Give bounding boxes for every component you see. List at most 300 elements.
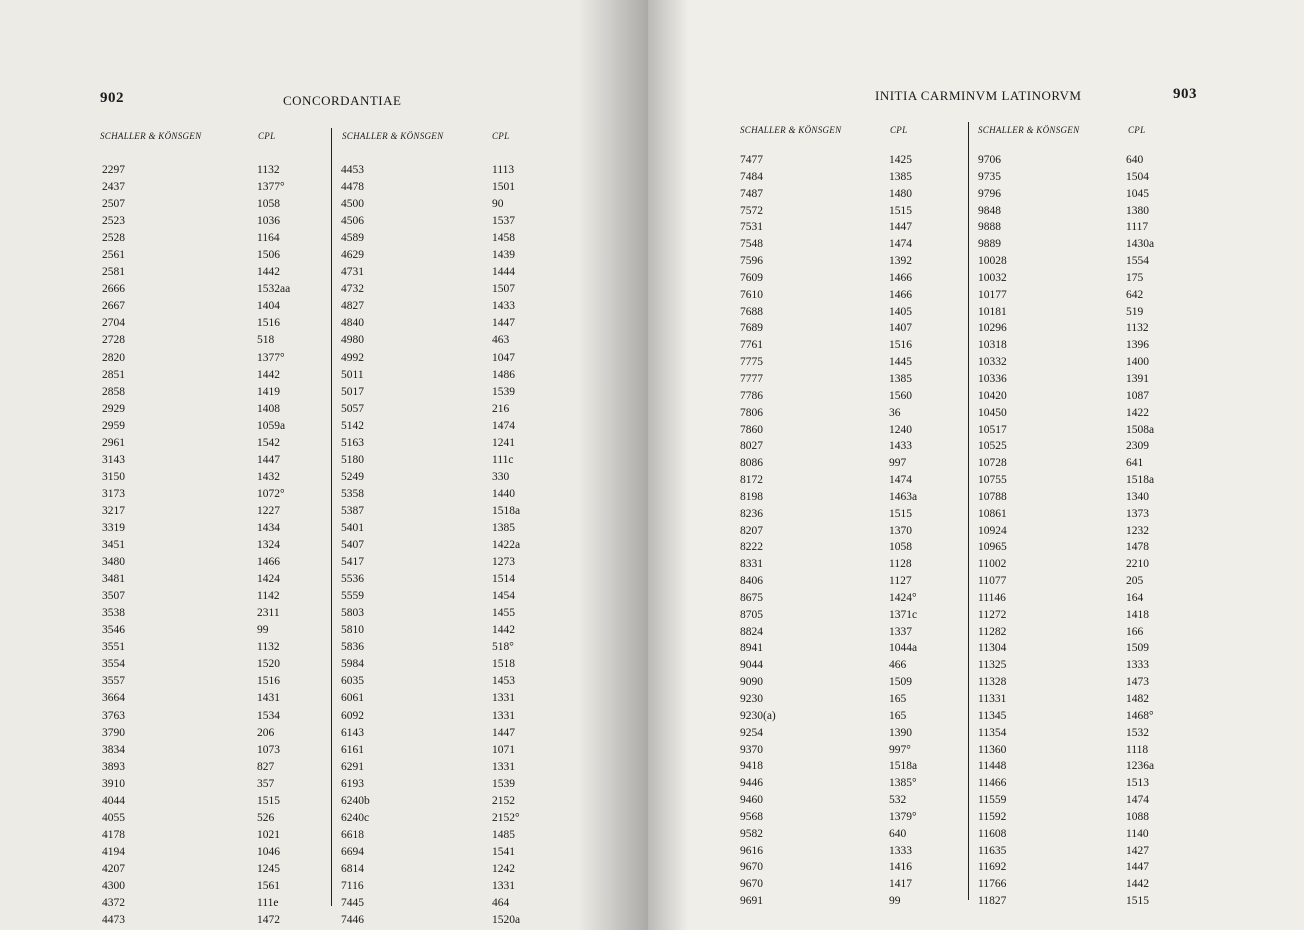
table-cell: 4840	[341, 317, 364, 330]
table-cell: 8941	[740, 642, 763, 655]
table-cell: 4589	[341, 232, 364, 245]
table-cell: 1516	[257, 317, 280, 330]
table-cell: 1071	[492, 743, 515, 756]
table-cell: 4300	[102, 879, 125, 892]
table-cell: 1377°	[257, 181, 285, 194]
table-cell: 10336	[978, 372, 1007, 385]
table-cell: 11282	[978, 625, 1007, 638]
table-cell: 6240b	[341, 794, 370, 807]
table-cell: 3480	[102, 556, 125, 569]
table-cell: 1058	[257, 198, 280, 211]
table-cell: 1142	[257, 590, 280, 603]
table-cell: 9090	[740, 676, 763, 689]
table-cell: 1453	[492, 675, 515, 688]
table-cell: 1088	[1126, 810, 1149, 823]
table-cell: 1501	[492, 181, 515, 194]
left-running-head: CONCORDANTIAE	[283, 93, 402, 108]
table-cell: 9044	[740, 659, 763, 672]
table-cell: 1472	[257, 914, 280, 927]
table-cell: 1442	[492, 624, 515, 637]
table-cell: 2959	[102, 419, 125, 432]
table-cell: 7116	[341, 879, 364, 892]
table-cell: 1419	[257, 385, 280, 398]
table-cell: 6814	[341, 862, 364, 875]
table-cell: 1518a	[1126, 474, 1155, 487]
table-cell: 2152	[492, 794, 515, 807]
table-cell: 1371c	[889, 608, 918, 621]
table-cell: 2507	[102, 198, 125, 211]
table-cell: 3554	[102, 658, 125, 671]
table-cell: 1485	[492, 828, 515, 841]
table-cell: 1433	[492, 300, 515, 313]
table-cell: 5401	[341, 521, 364, 534]
table-cell: 1417	[889, 878, 912, 891]
table-cell: 1509	[1126, 642, 1149, 655]
table-cell: 8331	[740, 558, 763, 571]
table-cell: 4992	[341, 351, 364, 364]
table-cell: 3893	[102, 760, 125, 773]
table-cell: 9735	[978, 170, 1001, 183]
table-cell: 7806	[740, 406, 763, 419]
table-cell: 10420	[978, 389, 1007, 402]
table-cell: 2961	[102, 436, 125, 449]
table-cell: 7860	[740, 423, 763, 436]
table-cell: 4055	[102, 811, 125, 824]
table-cell: 11331	[978, 693, 1007, 705]
table-cell: 1520a	[492, 914, 521, 927]
table-cell: 99	[257, 624, 269, 637]
table-cell: 1416	[889, 861, 912, 874]
table-cell: 11345	[978, 709, 1007, 722]
table-cell: 1072°	[257, 487, 285, 500]
table-cell: 2851	[102, 368, 125, 381]
table-cell: 1433	[889, 440, 912, 453]
table-cell: 10318	[978, 339, 1007, 352]
table-cell: 1466	[889, 271, 912, 284]
table-cell: 1333	[1126, 659, 1149, 672]
table-cell: 6618	[341, 828, 364, 841]
table-cell: 1455	[492, 607, 515, 620]
table-cell: 1447	[492, 317, 515, 330]
table-cell: 1240	[889, 423, 912, 436]
table-cell: 5142	[341, 419, 364, 432]
table-cell: 10332	[978, 356, 1007, 369]
table-cell: 11325	[978, 659, 1007, 672]
table-cell: 2666	[102, 283, 125, 296]
table-cell: 11360	[978, 743, 1007, 756]
right-col-sk-2	[978, 152, 1007, 910]
table-cell: 4473	[102, 914, 125, 927]
table-cell: 1132	[257, 164, 280, 176]
left-header-cpl-2: CPL	[492, 131, 510, 141]
table-cell: 11448	[978, 760, 1007, 773]
table-cell: 1132	[257, 641, 280, 654]
table-cell: 3551	[102, 641, 125, 654]
table-cell: 4178	[102, 828, 125, 841]
table-cell: 8027	[740, 440, 763, 453]
table-cell: 1518a	[889, 760, 918, 773]
table-cell: 2581	[102, 266, 125, 279]
gutter-shadow-left	[578, 0, 648, 930]
table-cell: 827	[257, 760, 275, 773]
table-cell: 11328	[978, 676, 1007, 689]
table-cell: 1400	[1126, 356, 1149, 369]
table-cell: 2820	[102, 351, 125, 364]
table-cell: 8086	[740, 457, 763, 470]
table-cell: 330	[492, 470, 510, 483]
table-cell: 9446	[740, 777, 763, 790]
right-col-cpl-2	[1126, 152, 1154, 910]
table-cell: 2528	[102, 232, 125, 245]
table-cell: 2929	[102, 402, 125, 415]
table-cell: 9889	[978, 238, 1001, 251]
right-header-sk-1: SCHALLER & KÖNSGEN	[740, 125, 842, 135]
table-cell: 11692	[978, 861, 1007, 874]
table-cell: 4207	[102, 862, 125, 875]
left-col-sk-2	[341, 162, 370, 929]
table-cell: 9254	[740, 726, 763, 739]
table-cell: 2152°	[492, 811, 520, 824]
table-cell: 9230	[740, 693, 763, 705]
table-cell: 11592	[978, 810, 1007, 823]
table-cell: 8824	[740, 625, 763, 638]
table-cell: 10924	[978, 524, 1007, 537]
table-cell: 5249	[341, 470, 364, 483]
table-cell: 1474	[492, 419, 515, 432]
table-cell: 2523	[102, 215, 125, 228]
table-cell: 10450	[978, 406, 1007, 419]
table-cell: 11146	[978, 591, 1006, 604]
table-cell: 166	[1126, 625, 1144, 638]
table-cell: 205	[1126, 575, 1144, 588]
table-cell: 2311	[257, 607, 280, 620]
table-cell: 10177	[978, 288, 1007, 301]
table-cell: 5407	[341, 539, 364, 552]
table-cell: 7610	[740, 288, 763, 301]
table-cell: 1036	[257, 215, 280, 228]
table-cell: 10525	[978, 440, 1007, 453]
table-cell: 5984	[341, 658, 364, 671]
table-cell: 7775	[740, 356, 763, 369]
table-cell: 5180	[341, 453, 364, 466]
table-cell: 4453	[341, 164, 364, 176]
table-cell: 7786	[740, 389, 763, 402]
table-cell: 9670	[740, 878, 763, 891]
table-cell: 1514	[492, 573, 515, 586]
table-cell: 1445	[889, 356, 912, 369]
table-cell: 11827	[978, 895, 1007, 908]
table-cell: 3557	[102, 675, 125, 688]
table-cell: 3763	[102, 709, 125, 722]
table-cell: 11635	[978, 844, 1007, 857]
left-column-divider	[331, 128, 332, 906]
table-cell: 11304	[978, 642, 1007, 655]
table-cell: 1447	[1126, 861, 1149, 874]
table-cell: 1422a	[492, 539, 521, 552]
right-header-sk-2: SCHALLER & KÖNSGEN	[978, 125, 1080, 135]
right-col-sk-1	[740, 152, 776, 910]
table-cell: 4500	[341, 198, 364, 211]
table-cell: 1442	[257, 266, 280, 279]
table-cell: 997	[889, 457, 907, 470]
table-cell: 1117	[1126, 221, 1149, 234]
table-cell: 1424	[257, 573, 280, 586]
table-cell: 1468°	[1126, 709, 1154, 722]
table-cell: 1059a	[257, 419, 286, 432]
table-cell: 5417	[341, 556, 364, 569]
table-cell: 10028	[978, 255, 1007, 268]
table-cell: 3319	[102, 521, 125, 534]
table-cell: 1408	[257, 402, 280, 415]
table-cell: 1047	[492, 351, 515, 364]
table-cell: 1385	[492, 521, 515, 534]
table-cell: 6161	[341, 743, 364, 756]
table-cell: 1474	[889, 474, 912, 487]
table-cell: 1140	[1126, 827, 1149, 840]
table-cell: 1427	[1126, 844, 1149, 857]
table-cell: 1404	[257, 300, 280, 313]
table-cell: 9568	[740, 810, 763, 823]
table-cell: 997°	[889, 743, 911, 756]
table-cell: 1418	[1126, 608, 1149, 621]
table-cell: 1516	[257, 675, 280, 688]
table-cell: 11608	[978, 827, 1007, 840]
table-cell: 1407	[889, 322, 912, 335]
table-cell: 1087	[1126, 389, 1149, 402]
table-cell: 7445	[341, 897, 364, 910]
table-cell: 1242	[492, 862, 515, 875]
table-cell: 8198	[740, 490, 763, 503]
table-cell: 8207	[740, 524, 763, 537]
table-cell: 1045	[1126, 187, 1149, 200]
table-cell: 1515	[1126, 895, 1149, 908]
table-cell: 1466	[257, 556, 280, 569]
right-col-cpl-1	[889, 152, 917, 910]
table-cell: 1474	[1126, 794, 1149, 807]
table-cell: 9888	[978, 221, 1001, 234]
table-cell: 1447	[889, 221, 912, 234]
table-cell: 1434	[257, 521, 280, 534]
table-cell: 9582	[740, 827, 763, 840]
gutter-shadow-right	[648, 0, 688, 930]
table-cell: 8705	[740, 608, 763, 621]
table-cell: 5387	[341, 504, 364, 517]
table-cell: 7487	[740, 187, 763, 200]
table-cell: 2858	[102, 385, 125, 398]
table-cell: 2210	[1126, 558, 1149, 571]
table-cell: 1164	[257, 232, 280, 245]
left-header-sk-1: SCHALLER & KÖNSGEN	[100, 131, 202, 141]
table-cell: 1385°	[889, 777, 917, 790]
table-cell: 3538	[102, 607, 125, 620]
table-cell: 165	[889, 709, 907, 722]
table-cell: 1132	[1126, 322, 1149, 335]
table-cell: 519	[1126, 305, 1144, 318]
table-cell: 9616	[740, 844, 763, 857]
table-cell: 1113	[492, 164, 515, 176]
table-cell: 4506	[341, 215, 364, 228]
table-cell: 2297	[102, 164, 125, 176]
table-cell: 1520	[257, 658, 280, 671]
table-cell: 1236a	[1126, 760, 1155, 773]
table-cell: 3546	[102, 624, 125, 637]
table-cell: 9706	[978, 154, 1001, 166]
table-cell: 5559	[341, 590, 364, 603]
table-cell: 7548	[740, 238, 763, 251]
table-cell: 7609	[740, 271, 763, 284]
table-cell: 6061	[341, 692, 364, 705]
table-cell: 5836	[341, 641, 364, 654]
table-cell: 1430a	[1126, 238, 1155, 251]
table-cell: 464	[492, 897, 510, 910]
table-cell: 11766	[978, 878, 1007, 891]
table-cell: 5810	[341, 624, 364, 637]
table-cell: 1232	[1126, 524, 1149, 537]
table-cell: 4478	[341, 181, 364, 194]
table-cell: 1324	[257, 539, 280, 552]
table-cell: 640	[889, 827, 907, 840]
table-cell: 1480	[889, 187, 912, 200]
table-cell: 1515	[257, 794, 280, 807]
table-cell: 6240c	[341, 811, 370, 824]
table-cell: 6035	[341, 675, 364, 688]
table-cell: 1473	[1126, 676, 1149, 689]
table-cell: 11466	[978, 777, 1007, 790]
table-cell: 1466	[889, 288, 912, 301]
table-cell: 1537	[492, 215, 515, 228]
table-cell: 1518	[492, 658, 515, 671]
table-cell: 1458	[492, 232, 515, 245]
table-cell: 11002	[978, 558, 1007, 571]
table-cell: 1273	[492, 556, 515, 569]
table-cell: 532	[889, 794, 907, 807]
table-cell: 1482	[1126, 693, 1149, 705]
left-header-cpl-1: CPL	[258, 131, 276, 141]
table-cell: 9670	[740, 861, 763, 874]
right-page-number: 903	[1173, 86, 1197, 102]
table-cell: 10728	[978, 457, 1007, 470]
table-cell: 8172	[740, 474, 763, 487]
table-cell: 3910	[102, 777, 125, 790]
table-cell: 1516	[889, 339, 912, 352]
table-cell: 111c	[492, 453, 514, 466]
table-cell: 9796	[978, 187, 1001, 200]
table-cell: 1380	[1126, 204, 1149, 217]
table-cell: 11272	[978, 608, 1007, 621]
table-cell: 1391	[1126, 372, 1149, 385]
table-cell: 4731	[341, 266, 364, 279]
table-cell: 175	[1126, 271, 1144, 284]
right-column-divider	[968, 122, 969, 900]
table-cell: 526	[257, 811, 275, 824]
table-cell: 1396	[1126, 339, 1149, 352]
table-cell: 1385	[889, 170, 912, 183]
table-cell: 1241	[492, 436, 515, 449]
table-cell: 3173	[102, 487, 125, 500]
table-cell: 5536	[341, 573, 364, 586]
table-cell: 5803	[341, 607, 364, 620]
table-cell: 90	[492, 198, 504, 211]
table-cell: 2561	[102, 249, 125, 262]
table-cell: 1561	[257, 879, 280, 892]
table-cell: 7477	[740, 154, 763, 166]
table-cell: 3150	[102, 470, 125, 483]
table-cell: 1532	[1126, 726, 1149, 739]
table-cell: 4194	[102, 845, 125, 858]
table-cell: 2728	[102, 334, 125, 347]
table-cell: 642	[1126, 288, 1144, 301]
table-cell: 1508a	[1126, 423, 1155, 436]
table-cell: 8675	[740, 591, 763, 604]
table-cell: 1405	[889, 305, 912, 318]
table-cell: 1554	[1126, 255, 1149, 268]
table-cell: 1534	[257, 709, 280, 722]
right-running-head: INITIA CARMINVM LATINORVM	[875, 88, 1082, 103]
table-cell: 1058	[889, 541, 912, 554]
table-cell: 1337	[889, 625, 912, 638]
table-cell: 1442	[257, 368, 280, 381]
table-cell: 1424°	[889, 591, 917, 604]
table-cell: 7572	[740, 204, 763, 217]
table-cell: 1518a	[492, 504, 521, 517]
table-cell: 1447	[492, 726, 515, 739]
table-cell: 1439	[492, 249, 515, 262]
table-cell: 9370	[740, 743, 763, 756]
table-cell: 1440	[492, 487, 515, 500]
table-cell: 2704	[102, 317, 125, 330]
table-cell: 8222	[740, 541, 763, 554]
table-cell: 3507	[102, 590, 125, 603]
table-cell: 1509	[889, 676, 912, 689]
table-cell: 1331	[492, 709, 515, 722]
table-cell: 1539	[492, 777, 515, 790]
table-cell: 1245	[257, 862, 280, 875]
table-cell: 7761	[740, 339, 763, 352]
left-col-sk-1	[102, 162, 125, 929]
left-col-cpl-1	[257, 162, 290, 929]
table-cell: 3451	[102, 539, 125, 552]
table-cell: 466	[889, 659, 907, 672]
table-cell: 6291	[341, 760, 364, 773]
table-cell: 1377°	[257, 351, 285, 364]
table-cell: 518	[257, 334, 275, 347]
table-cell: 1454	[492, 590, 515, 603]
table-cell: 1422	[1126, 406, 1149, 419]
table-cell: 1506	[257, 249, 280, 262]
table-cell: 10861	[978, 507, 1007, 520]
table-cell: 518°	[492, 641, 514, 654]
table-cell: 7596	[740, 255, 763, 268]
table-cell: 11354	[978, 726, 1007, 739]
table-cell: 1463a	[889, 490, 918, 503]
table-cell: 10296	[978, 322, 1007, 335]
right-page	[648, 0, 1304, 930]
table-cell: 11559	[978, 794, 1007, 807]
table-cell: 216	[492, 402, 510, 415]
table-cell: 1425	[889, 154, 912, 166]
table-cell: 4629	[341, 249, 364, 262]
table-cell: 357	[257, 777, 275, 790]
table-cell: 2437	[102, 181, 125, 194]
left-page	[0, 0, 648, 930]
table-cell: 1447	[257, 453, 280, 466]
table-cell: 9848	[978, 204, 1001, 217]
table-cell: 10965	[978, 541, 1007, 554]
table-cell: 1370	[889, 524, 912, 537]
table-cell: 1507	[492, 283, 515, 296]
table-cell: 5358	[341, 487, 364, 500]
table-cell: 9460	[740, 794, 763, 807]
